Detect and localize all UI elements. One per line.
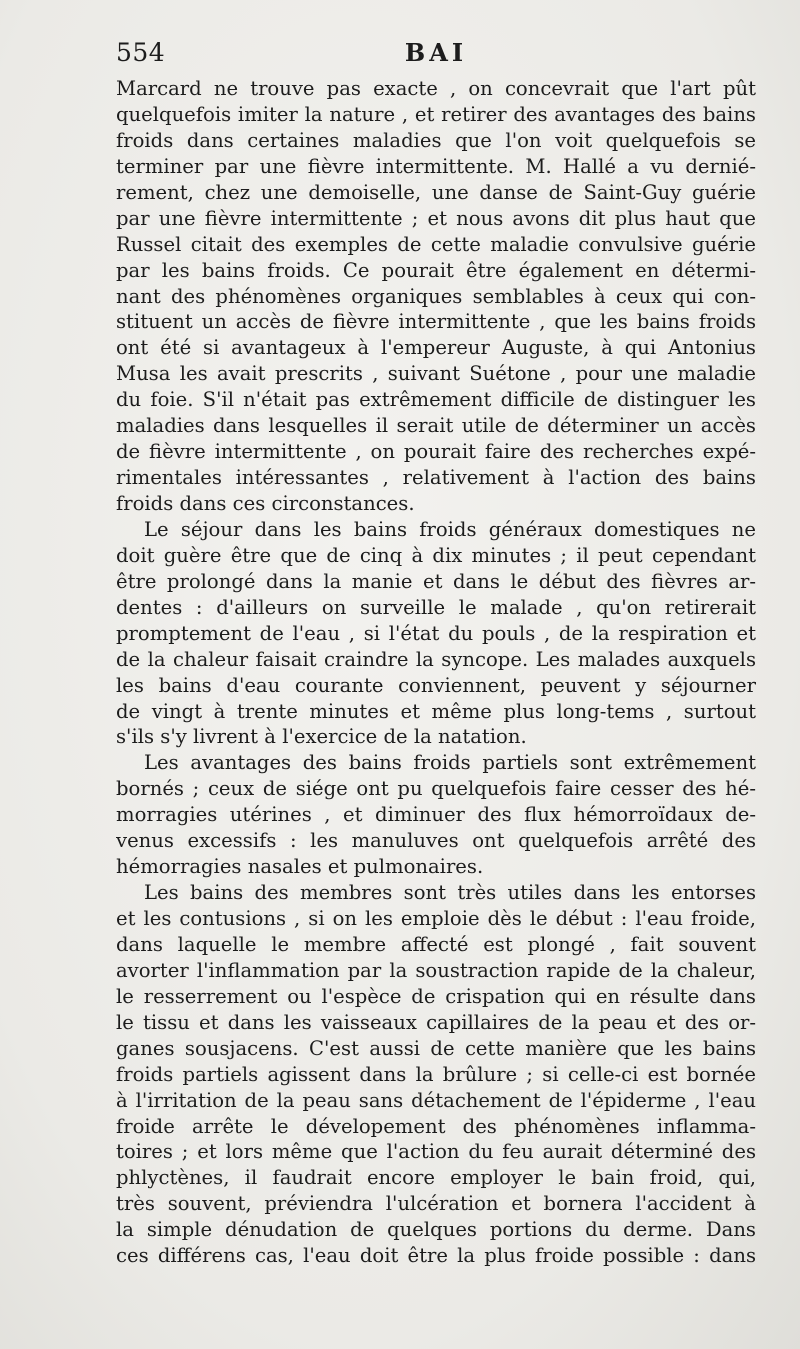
text-line: dentes : d'ailleurs on surveille le malade , qu'on retirerait: [116, 595, 756, 619]
text-line: rement, chez une demoiselle, une danse de Saint-Guy guérie: [116, 180, 756, 204]
text-line: Les bains des membres sont très utiles dans les entorses: [144, 881, 756, 905]
text-line: le tissu et dans les vaisseaux capillaires de la peau et des or-: [116, 1010, 756, 1034]
text-line: Russel citait des exemples de cette maladie convulsive guérie: [116, 232, 756, 256]
text-line: doit guère être que de cinq à dix minutes ; il peut cependant: [116, 543, 756, 567]
running-head: BAI: [404, 38, 468, 67]
text-line: phlyctènes, il faudrait encore employer le bain froid, qui,: [116, 1166, 756, 1190]
text-line: morragies utérines , et diminuer des flux hémorroïdaux de-: [116, 803, 756, 827]
text-line: Les avantages des bains froids partiels sont extrêmement: [144, 751, 756, 775]
text-line: par une fièvre intermittente ; et nous avons dit plus haut que: [116, 206, 756, 230]
text-line: Musa les avait prescrits , suivant Suétone , pour une maladie: [116, 362, 756, 386]
text-line: très souvent, préviendra l'ulcération et bornera l'accident à: [116, 1192, 756, 1216]
text-line: du foie. S'il n'était pas extrêmement difficile de distinguer les: [116, 388, 756, 412]
text-line: s'ils s'y livrent à l'exercice de la natation.: [116, 725, 527, 749]
text-line: bornés ; ceux de siége ont pu quelquefois faire cesser des hé-: [116, 777, 756, 801]
text-line: de la chaleur faisait craindre la syncope. Les malades auxquels: [116, 647, 756, 671]
text-line: quelquefois imiter la nature , et retirer des avantages des bains: [116, 102, 756, 126]
text-line: les bains d'eau courante conviennent, peuvent y séjourner: [116, 673, 756, 697]
text-line: toires ; et lors même que l'action du feu aurait déterminé des: [116, 1140, 756, 1164]
text-line: ont été si avantageux à l'empereur Auguste, à qui Antonius: [116, 336, 756, 360]
text-line: ganes sousjacens. C'est aussi de cette manière que les bains: [116, 1036, 756, 1060]
text-line: avorter l'inflammation par la soustraction rapide de la chaleur,: [116, 958, 756, 982]
text-line: stituent un accès de fièvre intermittente , que les bains froids: [116, 310, 756, 334]
text-line: ces différens cas, l'eau doit être la plus froide possible : dans: [116, 1244, 756, 1268]
text-line: froids partiels agissent dans la brûlure ; si celle-ci est bornée: [116, 1062, 756, 1086]
text-line: Marcard ne trouve pas exacte , on concevrait que l'art pût: [116, 77, 756, 100]
text-line: nant des phénomènes organiques semblables à ceux qui con-: [116, 284, 756, 308]
body-text: [116, 76, 756, 1269]
text-line: venus excessifs : les manuluves ont quelquefois arrêté des: [116, 829, 756, 853]
text-line: de vingt à trente minutes et même plus long-tems , surtout: [116, 699, 756, 723]
page-number: 554: [116, 38, 166, 67]
text-line: rimentales intéressantes , relativement à l'action des bains: [116, 466, 756, 490]
text-line: à l'irritation de la peau sans détachement de l'épiderme , l'eau: [116, 1088, 756, 1112]
text-line: de fièvre intermittente , on pourait faire des recherches expé-: [116, 440, 756, 464]
page-header: [116, 38, 756, 72]
text-line: hémorragies nasales et pulmonaires.: [116, 855, 484, 879]
text-line: et les contusions , si on les emploie dès le début : l'eau froide,: [116, 907, 756, 930]
text-line: froids dans certaines maladies que l'on voit quelquefois se: [116, 128, 756, 152]
text-line: le resserrement ou l'espèce de crispation qui en résulte dans: [116, 984, 756, 1008]
text-line: froide arrête le dévelopement des phénomènes inflamma-: [116, 1114, 756, 1138]
text-line: dans laquelle le membre affecté est plongé , fait souvent: [116, 932, 756, 956]
text-line: la simple dénudation de quelques portions du derme. Dans: [116, 1218, 756, 1242]
text-line: terminer par une fièvre intermittente. M. Hallé a vu dernié-: [116, 154, 756, 178]
text-line: froids dans ces circonstances.: [116, 492, 415, 515]
text-line: par les bains froids. Ce pourait être également en détermi-: [116, 258, 756, 282]
text-line: être prolongé dans la manie et dans le début des fièvres ar-: [116, 569, 756, 593]
text-line: Le séjour dans les bains froids généraux domestiques ne: [144, 517, 756, 541]
text-line: maladies dans lesquelles il serait utile de déterminer un accès: [116, 414, 756, 438]
text-line: promptement de l'eau , si l'état du pouls , de la respiration et: [116, 621, 756, 645]
